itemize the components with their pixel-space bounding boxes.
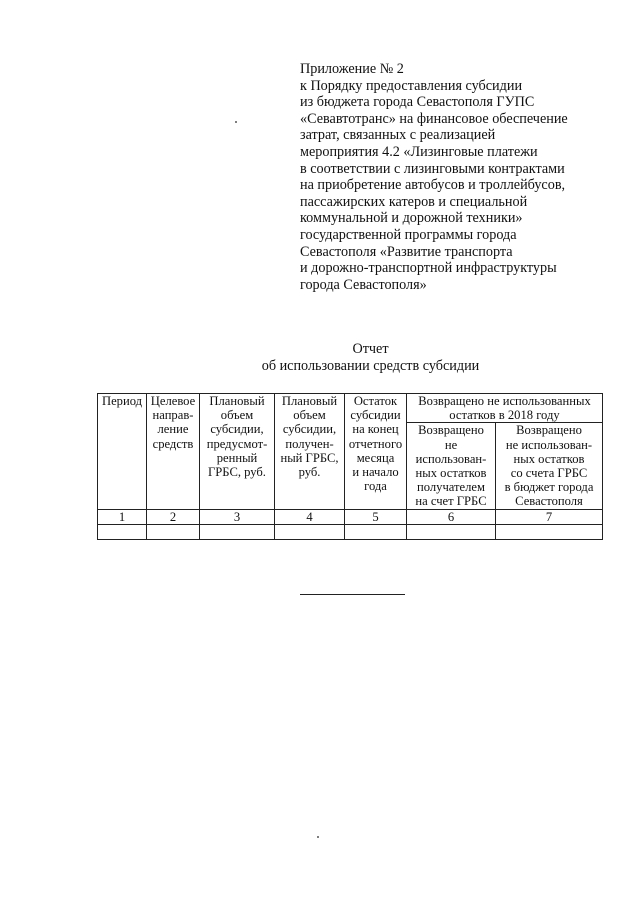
annex-line: города Севастополя» (300, 276, 427, 293)
closing-separator-line (300, 594, 405, 595)
table-cell (275, 524, 345, 539)
header-balance: Остаток субсидии на конец отчетного месяца и начало года (345, 394, 407, 510)
table-row (98, 524, 603, 539)
report-title: Отчет (352, 341, 389, 357)
annex-line: Приложение № 2 (300, 61, 404, 77)
header-returned-to-budget: Возвращено не использован- ных остатков со счета ГРБС в бюджет города Севастополя (496, 423, 603, 509)
header-returned-group: Возвращено не использованных остатков в 2018 году (407, 394, 603, 423)
table-cell (147, 524, 200, 539)
column-number: 4 (275, 509, 345, 524)
annex-line: в соответствии с лизинговыми контрактами (300, 160, 565, 177)
table-header-row (98, 394, 603, 423)
header-purpose: Целевое направ- ление средств (147, 394, 200, 510)
table-cell (200, 524, 275, 539)
column-number: 2 (147, 509, 200, 524)
column-number: 5 (345, 509, 407, 524)
annex-line: «Севавтотранс» на финансовое обеспечение (300, 110, 568, 127)
annex-line: Севастополя «Развитие транспорта (300, 243, 513, 260)
column-number-row (98, 509, 603, 524)
report-subtitle: об использовании средств субсидии (261, 358, 480, 374)
header-period: Период (98, 394, 147, 510)
annex-line: из бюджета города Севастополя ГУПС (300, 94, 535, 111)
annex-line: государственной программы города (300, 226, 517, 243)
annex-line: на приобретение автобусов и троллейбусов, (300, 177, 566, 194)
annex-line: затрат, связанных с реализацией (300, 127, 496, 144)
annex-reference (300, 61, 620, 293)
annex-line: мероприятия 4.2 «Лизинговые платежи (300, 143, 538, 160)
column-number: 3 (200, 509, 275, 524)
table-cell (496, 524, 603, 539)
annex-line: пассажирских катеров и специальной (300, 193, 528, 210)
table-cell (345, 524, 407, 539)
header-planned-grbs: Плановый объем субсидии, предусмот- ренный ГРБС, руб. (200, 394, 275, 510)
annex-line: и дорожно-транспортной инфраструктуры (300, 260, 557, 277)
annex-line: к Порядку предоставления субсидии (300, 77, 523, 94)
column-number: 7 (496, 509, 603, 524)
scan-speck (235, 121, 237, 123)
header-returned-to-grbs: Возвращено не использован- ных остатков получателем на счет ГРБС (407, 423, 496, 509)
table-cell (98, 524, 147, 539)
column-number: 6 (407, 509, 496, 524)
header-planned-received: Плановый объем субсидии, получен- ный ГРБС, руб. (275, 394, 345, 510)
scan-speck (317, 836, 319, 838)
report-table (97, 393, 603, 540)
column-number: 1 (98, 509, 147, 524)
report-heading (0, 341, 631, 375)
table-cell (407, 524, 496, 539)
annex-line: коммунальной и дорожной техники» (300, 210, 523, 227)
